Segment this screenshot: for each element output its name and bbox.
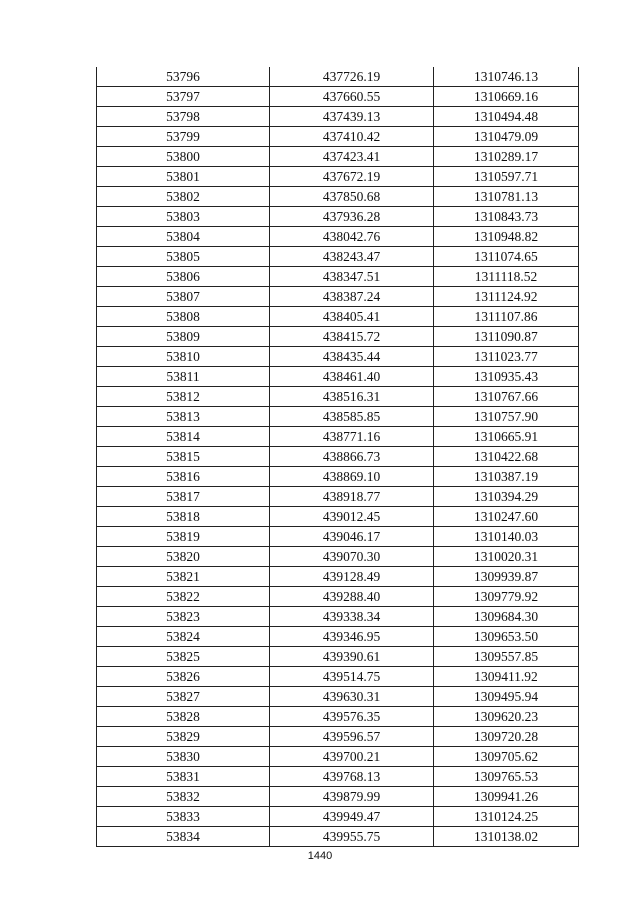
x-coordinate-cell: 439128.49 bbox=[270, 567, 434, 587]
y-coordinate-cell: 1310935.43 bbox=[434, 367, 579, 387]
point-id-cell: 53832 bbox=[97, 787, 270, 807]
y-coordinate-cell: 1310767.66 bbox=[434, 387, 579, 407]
table-row bbox=[97, 607, 579, 627]
y-coordinate-cell: 1310387.19 bbox=[434, 467, 579, 487]
x-coordinate-cell: 439955.75 bbox=[270, 827, 434, 847]
x-coordinate-cell: 438771.16 bbox=[270, 427, 434, 447]
table-row bbox=[97, 287, 579, 307]
x-coordinate-cell: 438415.72 bbox=[270, 327, 434, 347]
table-row bbox=[97, 187, 579, 207]
y-coordinate-cell: 1309779.92 bbox=[434, 587, 579, 607]
point-id-cell: 53825 bbox=[97, 647, 270, 667]
table-row bbox=[97, 587, 579, 607]
point-id-cell: 53830 bbox=[97, 747, 270, 767]
table-row bbox=[97, 507, 579, 527]
y-coordinate-cell: 1311107.86 bbox=[434, 307, 579, 327]
table-row bbox=[97, 367, 579, 387]
point-id-cell: 53805 bbox=[97, 247, 270, 267]
y-coordinate-cell: 1310597.71 bbox=[434, 167, 579, 187]
point-id-cell: 53802 bbox=[97, 187, 270, 207]
x-coordinate-cell: 437726.19 bbox=[270, 67, 434, 87]
y-coordinate-cell: 1309705.62 bbox=[434, 747, 579, 767]
coordinates-table bbox=[96, 67, 579, 847]
x-coordinate-cell: 438435.44 bbox=[270, 347, 434, 367]
x-coordinate-cell: 439070.30 bbox=[270, 547, 434, 567]
point-id-cell: 53797 bbox=[97, 87, 270, 107]
page-number: 1440 bbox=[307, 850, 333, 862]
table-row bbox=[97, 107, 579, 127]
y-coordinate-cell: 1309411.92 bbox=[434, 667, 579, 687]
table-row bbox=[97, 67, 579, 87]
x-coordinate-cell: 439879.99 bbox=[270, 787, 434, 807]
y-coordinate-cell: 1309620.23 bbox=[434, 707, 579, 727]
y-coordinate-cell: 1310020.31 bbox=[434, 547, 579, 567]
table-row bbox=[97, 667, 579, 687]
point-id-cell: 53799 bbox=[97, 127, 270, 147]
x-coordinate-cell: 438866.73 bbox=[270, 447, 434, 467]
y-coordinate-cell: 1311124.92 bbox=[434, 287, 579, 307]
table-row bbox=[97, 327, 579, 347]
table-row bbox=[97, 427, 579, 447]
point-id-cell: 53814 bbox=[97, 427, 270, 447]
table-row bbox=[97, 627, 579, 647]
table-row bbox=[97, 147, 579, 167]
point-id-cell: 53820 bbox=[97, 547, 270, 567]
x-coordinate-cell: 438516.31 bbox=[270, 387, 434, 407]
y-coordinate-cell: 1310781.13 bbox=[434, 187, 579, 207]
table-row bbox=[97, 307, 579, 327]
y-coordinate-cell: 1309941.26 bbox=[434, 787, 579, 807]
y-coordinate-cell: 1310124.25 bbox=[434, 807, 579, 827]
point-id-cell: 53827 bbox=[97, 687, 270, 707]
table-row bbox=[97, 347, 579, 367]
point-id-cell: 53812 bbox=[97, 387, 270, 407]
x-coordinate-cell: 438869.10 bbox=[270, 467, 434, 487]
point-id-cell: 53829 bbox=[97, 727, 270, 747]
x-coordinate-cell: 439700.21 bbox=[270, 747, 434, 767]
y-coordinate-cell: 1310948.82 bbox=[434, 227, 579, 247]
point-id-cell: 53798 bbox=[97, 107, 270, 127]
x-coordinate-cell: 439012.45 bbox=[270, 507, 434, 527]
y-coordinate-cell: 1310140.03 bbox=[434, 527, 579, 547]
table-row bbox=[97, 207, 579, 227]
point-id-cell: 53817 bbox=[97, 487, 270, 507]
table-row bbox=[97, 547, 579, 567]
y-coordinate-cell: 1309720.28 bbox=[434, 727, 579, 747]
point-id-cell: 53803 bbox=[97, 207, 270, 227]
y-coordinate-cell: 1311118.52 bbox=[434, 267, 579, 287]
point-id-cell: 53828 bbox=[97, 707, 270, 727]
y-coordinate-cell: 1310247.60 bbox=[434, 507, 579, 527]
table-body bbox=[97, 67, 579, 847]
table-row bbox=[97, 787, 579, 807]
y-coordinate-cell: 1310669.16 bbox=[434, 87, 579, 107]
table-row bbox=[97, 467, 579, 487]
table-row bbox=[97, 87, 579, 107]
x-coordinate-cell: 439346.95 bbox=[270, 627, 434, 647]
y-coordinate-cell: 1309765.53 bbox=[434, 767, 579, 787]
point-id-cell: 53808 bbox=[97, 307, 270, 327]
x-coordinate-cell: 439576.35 bbox=[270, 707, 434, 727]
table-row bbox=[97, 267, 579, 287]
table-row bbox=[97, 527, 579, 547]
x-coordinate-cell: 437936.28 bbox=[270, 207, 434, 227]
table-row bbox=[97, 707, 579, 727]
x-coordinate-cell: 437850.68 bbox=[270, 187, 434, 207]
point-id-cell: 53807 bbox=[97, 287, 270, 307]
point-id-cell: 53823 bbox=[97, 607, 270, 627]
y-coordinate-cell: 1309939.87 bbox=[434, 567, 579, 587]
point-id-cell: 53826 bbox=[97, 667, 270, 687]
x-coordinate-cell: 437672.19 bbox=[270, 167, 434, 187]
x-coordinate-cell: 438387.24 bbox=[270, 287, 434, 307]
point-id-cell: 53821 bbox=[97, 567, 270, 587]
point-id-cell: 53800 bbox=[97, 147, 270, 167]
table-row bbox=[97, 807, 579, 827]
point-id-cell: 53801 bbox=[97, 167, 270, 187]
y-coordinate-cell: 1311074.65 bbox=[434, 247, 579, 267]
x-coordinate-cell: 438405.41 bbox=[270, 307, 434, 327]
y-coordinate-cell: 1309557.85 bbox=[434, 647, 579, 667]
y-coordinate-cell: 1309495.94 bbox=[434, 687, 579, 707]
x-coordinate-cell: 437660.55 bbox=[270, 87, 434, 107]
point-id-cell: 53804 bbox=[97, 227, 270, 247]
x-coordinate-cell: 438585.85 bbox=[270, 407, 434, 427]
x-coordinate-cell: 438042.76 bbox=[270, 227, 434, 247]
y-coordinate-cell: 1309684.30 bbox=[434, 607, 579, 627]
table-row bbox=[97, 727, 579, 747]
point-id-cell: 53818 bbox=[97, 507, 270, 527]
point-id-cell: 53796 bbox=[97, 67, 270, 87]
x-coordinate-cell: 437410.42 bbox=[270, 127, 434, 147]
y-coordinate-cell: 1310479.09 bbox=[434, 127, 579, 147]
x-coordinate-cell: 439630.31 bbox=[270, 687, 434, 707]
table-row bbox=[97, 827, 579, 847]
y-coordinate-cell: 1310757.90 bbox=[434, 407, 579, 427]
point-id-cell: 53834 bbox=[97, 827, 270, 847]
table-row bbox=[97, 487, 579, 507]
y-coordinate-cell: 1310665.91 bbox=[434, 427, 579, 447]
table-row bbox=[97, 767, 579, 787]
table-row bbox=[97, 687, 579, 707]
table-row bbox=[97, 167, 579, 187]
y-coordinate-cell: 1310494.48 bbox=[434, 107, 579, 127]
table-row bbox=[97, 647, 579, 667]
point-id-cell: 53824 bbox=[97, 627, 270, 647]
y-coordinate-cell: 1310746.13 bbox=[434, 67, 579, 87]
x-coordinate-cell: 438918.77 bbox=[270, 487, 434, 507]
table-row bbox=[97, 387, 579, 407]
point-id-cell: 53819 bbox=[97, 527, 270, 547]
point-id-cell: 53806 bbox=[97, 267, 270, 287]
x-coordinate-cell: 439514.75 bbox=[270, 667, 434, 687]
table-row bbox=[97, 747, 579, 767]
y-coordinate-cell: 1310422.68 bbox=[434, 447, 579, 467]
x-coordinate-cell: 439949.47 bbox=[270, 807, 434, 827]
y-coordinate-cell: 1310394.29 bbox=[434, 487, 579, 507]
table-row bbox=[97, 447, 579, 467]
x-coordinate-cell: 437439.13 bbox=[270, 107, 434, 127]
point-id-cell: 53813 bbox=[97, 407, 270, 427]
point-id-cell: 53833 bbox=[97, 807, 270, 827]
table-row bbox=[97, 127, 579, 147]
table-row bbox=[97, 227, 579, 247]
point-id-cell: 53810 bbox=[97, 347, 270, 367]
x-coordinate-cell: 439046.17 bbox=[270, 527, 434, 547]
point-id-cell: 53815 bbox=[97, 447, 270, 467]
y-coordinate-cell: 1310138.02 bbox=[434, 827, 579, 847]
point-id-cell: 53811 bbox=[97, 367, 270, 387]
point-id-cell: 53822 bbox=[97, 587, 270, 607]
x-coordinate-cell: 439288.40 bbox=[270, 587, 434, 607]
point-id-cell: 53816 bbox=[97, 467, 270, 487]
table-row bbox=[97, 567, 579, 587]
x-coordinate-cell: 439338.34 bbox=[270, 607, 434, 627]
x-coordinate-cell: 438243.47 bbox=[270, 247, 434, 267]
y-coordinate-cell: 1310289.17 bbox=[434, 147, 579, 167]
point-id-cell: 53809 bbox=[97, 327, 270, 347]
y-coordinate-cell: 1311090.87 bbox=[434, 327, 579, 347]
x-coordinate-cell: 437423.41 bbox=[270, 147, 434, 167]
y-coordinate-cell: 1309653.50 bbox=[434, 627, 579, 647]
x-coordinate-cell: 439390.61 bbox=[270, 647, 434, 667]
x-coordinate-cell: 439596.57 bbox=[270, 727, 434, 747]
x-coordinate-cell: 438347.51 bbox=[270, 267, 434, 287]
table-row bbox=[97, 247, 579, 267]
x-coordinate-cell: 438461.40 bbox=[270, 367, 434, 387]
y-coordinate-cell: 1310843.73 bbox=[434, 207, 579, 227]
y-coordinate-cell: 1311023.77 bbox=[434, 347, 579, 367]
x-coordinate-cell: 439768.13 bbox=[270, 767, 434, 787]
table-row bbox=[97, 407, 579, 427]
point-id-cell: 53831 bbox=[97, 767, 270, 787]
